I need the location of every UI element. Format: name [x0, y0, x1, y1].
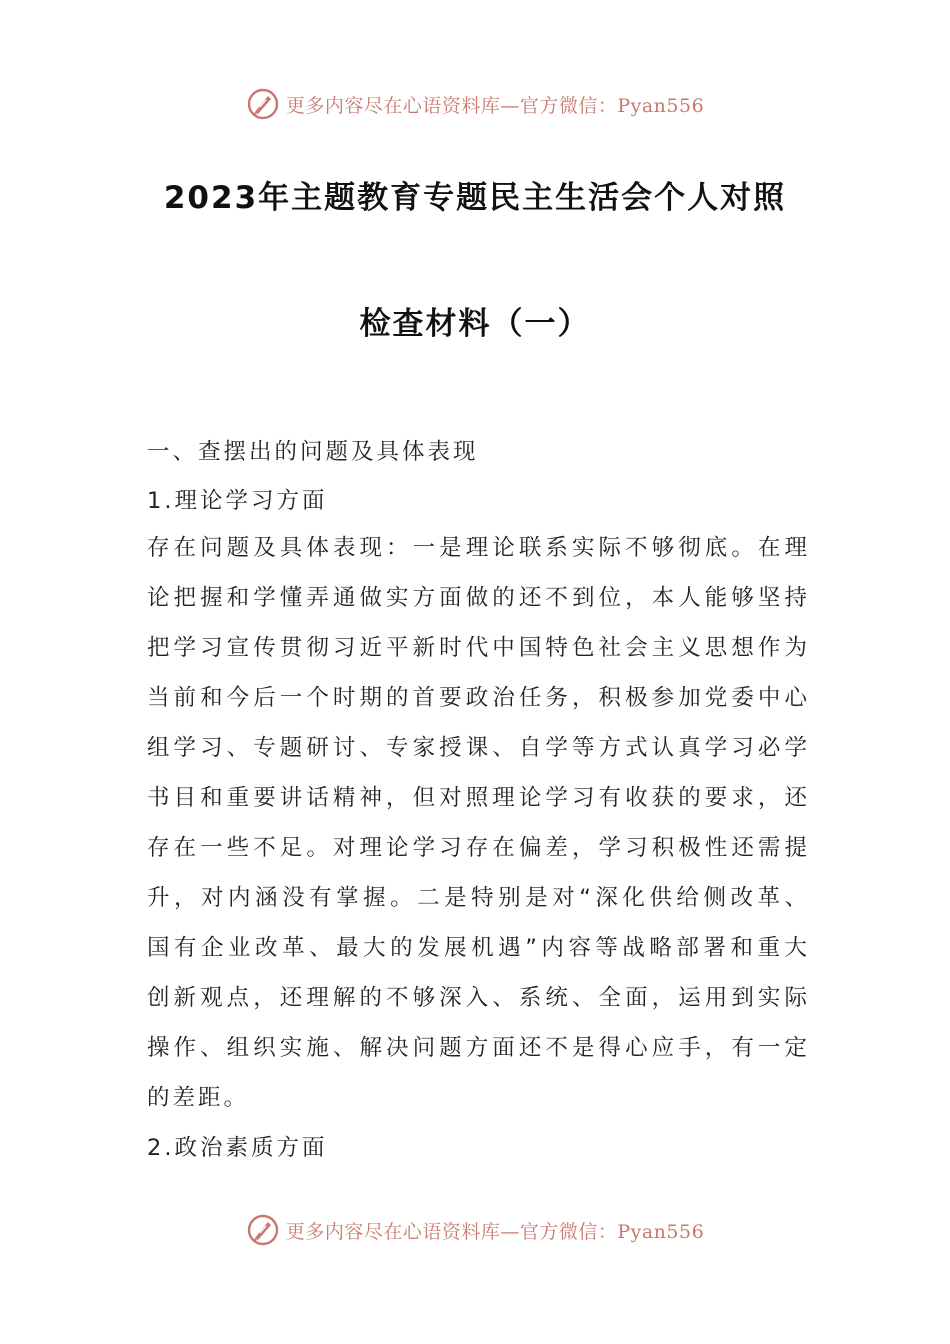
paragraph-line: 操作、组织实施、解决问题方面还不是得心应手，有一定: [147, 1035, 807, 1061]
document-title-line-2: 检查材料（一）: [359, 306, 591, 342]
paragraph-line: 当前和今后一个时期的首要政治任务，积极参加党委中心: [147, 685, 807, 711]
paragraph-line: 论把握和学懂弄通做实方面做的还不到位，本人能够坚持: [147, 585, 807, 611]
watermark-text: 更多内容尽在心语资料库—官方微信：Pyan556: [285, 1220, 705, 1243]
watermark-banner-bottom: [0, 1210, 950, 1250]
sub-heading-theory-study: 1.理论学习方面: [147, 488, 328, 514]
paragraph-line: 创新观点，还理解的不够深入、系统、全面，运用到实际: [147, 985, 807, 1011]
paragraph-line: 存在一些不足。对理论学习存在偏差，学习积极性还需提: [147, 835, 807, 861]
section-heading: 一、查摆出的问题及具体表现: [147, 439, 479, 465]
paragraph-line: 把学习宣传贯彻习近平新时代中国特色社会主义思想作为: [147, 635, 807, 661]
paragraph-line: 的差距。: [147, 1085, 250, 1111]
sub-heading-political-quality: 2.政治素质方面: [147, 1135, 328, 1161]
quill-pen-logo-icon: [246, 87, 280, 121]
watermark-banner-top: [0, 84, 950, 124]
paragraph-line: 国有企业改革、最大的发展机遇”内容等战略部署和重大: [147, 935, 807, 961]
watermark-text: 更多内容尽在心语资料库—官方微信：Pyan556: [285, 94, 705, 117]
body-paragraph: [147, 531, 807, 1131]
paragraph-line: 书目和重要讲话精神，但对照理论学习有收获的要求，还: [147, 785, 807, 811]
paragraph-line: 组学习、专题研讨、专家授课、自学等方式认真学习必学: [147, 735, 807, 761]
quill-pen-logo-icon: [246, 1213, 280, 1247]
paragraph-line: 升，对内涵没有掌握。二是特别是对“深化供给侧改革、: [147, 885, 807, 911]
document-title-line-1: 2023年主题教育专题民主生活会个人对照: [163, 180, 787, 216]
paragraph-line: 存在问题及具体表现：一是理论联系实际不够彻底。在理: [147, 535, 807, 561]
